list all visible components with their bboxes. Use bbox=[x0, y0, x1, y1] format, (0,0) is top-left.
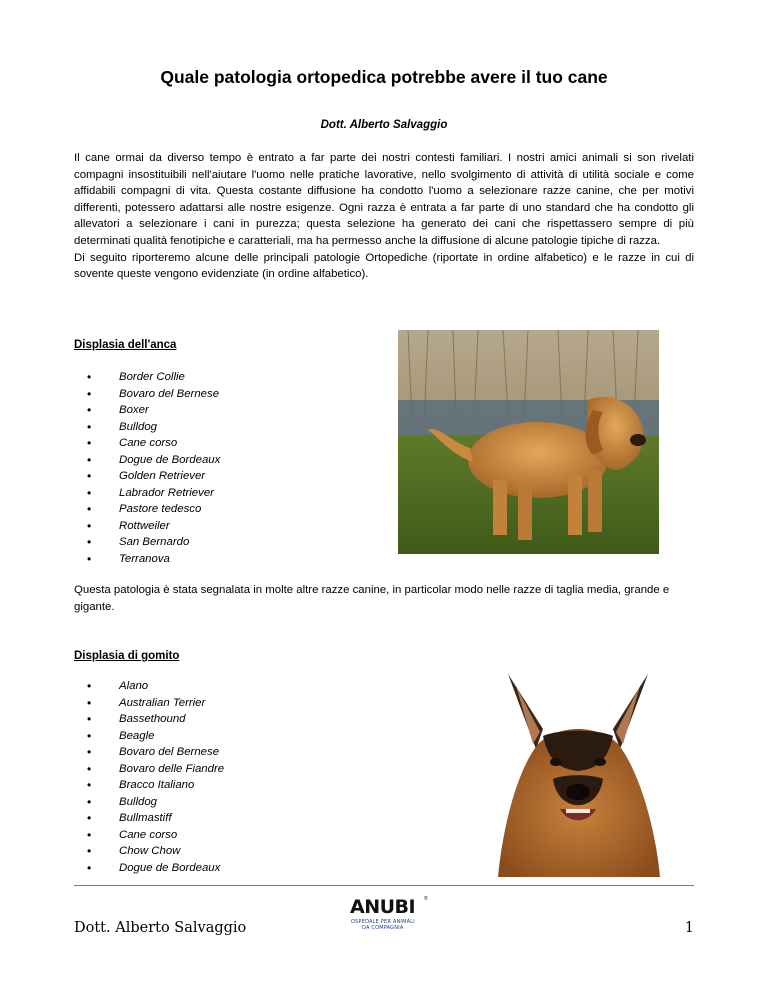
list-item: • Bassethound bbox=[87, 712, 186, 726]
anubi-logo bbox=[350, 896, 430, 936]
section-heading-hip-dysplasia: Displasia dell'anca bbox=[74, 339, 177, 351]
intro-paragraph: Il cane ormai da diverso tempo è entrato a far parte dei nostri contesti familiari. I nostri amici animali si son rivelati compagni insostituibili nell'aiutare l'uomo nelle pratiche lavorative, nello svolgimento di attività di utilità sociale e come affidabili compagni di vita. Questa costante diffusione ha condotto l'uomo a selezionare razze canine, che per motivi differenti, potessero adattarsi alle nostre esigenze. Ogni razza è entrata a far parte di uno standard che ha condotto gli allevatori a selezionare i cani in purezza; questa selezione ha generato dei cani che rispettassero sempre di più determinati qualità fenotipiche e caratteriali, ma ha permesso anche la diffusione di alcune patologie tipiche di razza. bbox=[74, 152, 694, 247]
list-item: • Dogue de Bordeaux bbox=[87, 452, 221, 467]
list-item: • Bovaro delle Fiandre bbox=[87, 761, 225, 776]
list-item: • Border Collie bbox=[87, 370, 185, 384]
intro-paragraph: Di seguito riporteremo alcune delle principali patologie Ortopediche (riportate in ordine alfabetico) e le razze in cui di sovente queste vengono evidenziate (in ordine alfabetico). bbox=[74, 251, 694, 281]
list-item: • Pastore tedesco bbox=[87, 502, 202, 516]
logo-wordmark: ANUBI bbox=[350, 896, 416, 918]
list-item: • Labrador Retriever bbox=[87, 485, 214, 500]
list-item: • Boxer bbox=[87, 403, 149, 417]
list-item: • Terranova bbox=[87, 551, 170, 566]
breed-list-hip-dysplasia bbox=[74, 369, 220, 567]
list-item: • Cane corso bbox=[87, 436, 178, 450]
list-item: • Dogue de Bordeaux bbox=[87, 860, 221, 875]
list-item: • Golden Retriever bbox=[87, 469, 206, 483]
list-item: • Bulldog bbox=[87, 419, 157, 434]
list-item: • Bullmastiff bbox=[87, 811, 172, 825]
list-item: • Bovaro del Bernese bbox=[87, 745, 220, 759]
section-note: Questa patologia è stata segnalata in molte altre razze canine, in particolar modo nelle razze di taglia media, grande e gigante. bbox=[74, 584, 670, 613]
list-item: • San Bernardo bbox=[87, 535, 190, 549]
footer-author: Dott. Alberto Salvaggio bbox=[74, 920, 247, 936]
author-byline: Dott. Alberto Salvaggio bbox=[320, 119, 448, 131]
golden-retriever-photo bbox=[398, 330, 659, 554]
list-item: • Cane corso bbox=[87, 827, 178, 842]
footer-divider bbox=[74, 885, 694, 886]
list-item: • Rottweiler bbox=[87, 518, 170, 533]
list-item: • Bovaro del Bernese bbox=[87, 386, 220, 401]
intro-text bbox=[74, 150, 694, 283]
logo-tagline-line-2: DA COMPAGNIA bbox=[362, 925, 404, 931]
page-number: 1 bbox=[684, 920, 694, 936]
page-title: Quale patologia ortopedica potrebbe avere il tuo cane bbox=[160, 67, 608, 87]
list-item: • Bulldog bbox=[87, 794, 157, 809]
list-item: • Alano bbox=[87, 679, 149, 693]
logo-tagline-line-1: OSPEDALE PER ANIMALI bbox=[351, 919, 415, 925]
section-heading-elbow-dysplasia: Displasia di gomito bbox=[74, 650, 180, 662]
list-item: • Chow Chow bbox=[87, 844, 181, 858]
breed-list-elbow-dysplasia bbox=[74, 678, 224, 876]
list-item: • Australian Terrier bbox=[87, 695, 206, 710]
list-item: • Beagle bbox=[87, 728, 155, 743]
german-shepherd-photo bbox=[498, 674, 660, 877]
logo-registered-mark: ® bbox=[424, 896, 428, 902]
list-item: • Bracco Italiano bbox=[87, 778, 195, 792]
